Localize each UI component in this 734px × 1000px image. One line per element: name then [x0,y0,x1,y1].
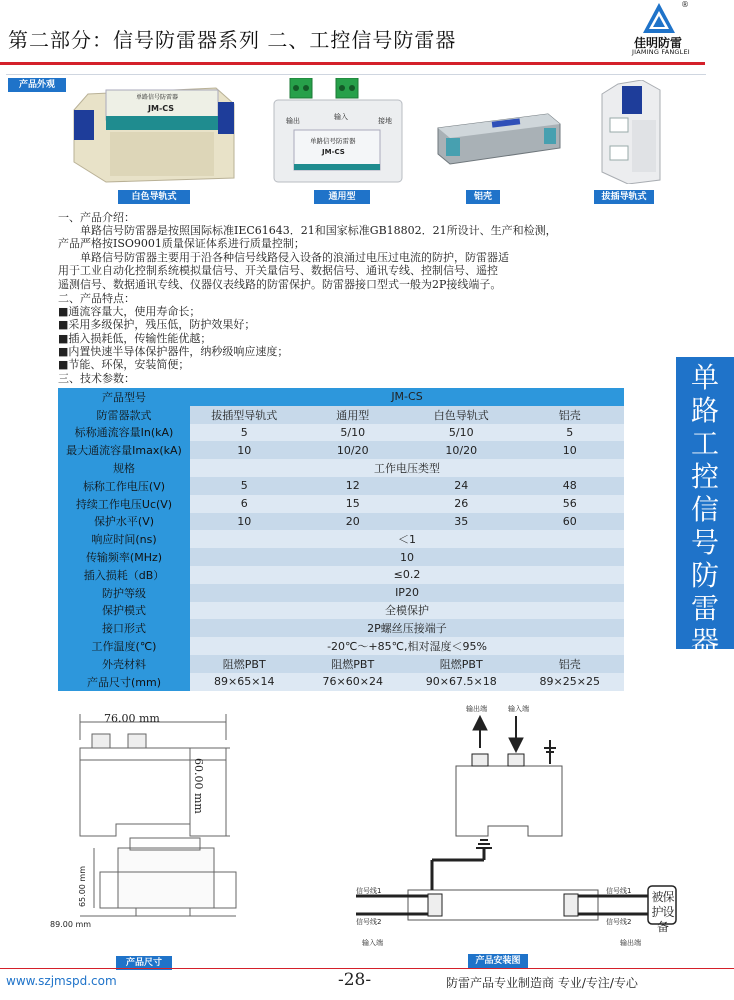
white-din-label-model: JM-CS [148,104,175,113]
spec-key: 保护水平(V) [58,513,190,531]
spec-cell: -20℃～+85℃,相对湿度＜95% [190,637,624,655]
spec-cell: 26 [407,495,516,513]
footer-page-number: -28- [338,970,372,990]
install-line2-right: 信号线2 [606,918,632,926]
spec-cell: 76×60×24 [299,673,408,691]
company-logo [618,0,706,58]
spec-key: 外壳材料 [58,655,190,673]
spec-key: 产品型号 [58,388,190,406]
table-row [58,584,624,602]
banner-char: 号 [690,526,719,559]
intro-p1b: 产品严格按ISO9001质量保证体系进行质量控制； [58,237,305,250]
intro-p2b: 用于工业自动化控制系统模拟量信号、开关量信号、数据信号、通讯专线、控制信号、遥控 [58,264,498,277]
banner-char: 雷 [690,592,719,625]
spec-key: 防护等级 [58,584,190,602]
spec-cell: 10/20 [299,441,408,459]
banner-char: 防 [690,559,719,592]
spec-key: 插入损耗（dB） [58,566,190,584]
spec-cell: 通用型 [299,406,408,424]
table-row [58,513,624,531]
universal-label-in: 输入 [334,113,348,121]
universal-label-top: 单路信号防雷器 [310,137,356,145]
feature-item: ■采用多级保护，残压低，防护效果好； [58,318,256,331]
table-row [58,388,624,406]
spec-key: 响应时间(ns) [58,530,190,548]
spec-cell: 5 [190,477,299,495]
install-line1-right: 信号线1 [606,887,632,895]
logo-english-name: JIAMING FANGLEI [632,48,690,56]
side-banner [676,357,734,658]
spec-cell: 56 [516,495,625,513]
table-row [58,459,624,477]
spec-key: 防雷器款式 [58,406,190,424]
install-tag: 产品安装图 [468,954,528,968]
caption-aluminium: 铝壳 [466,190,500,204]
banner-char: 控 [690,460,719,493]
spec-cell: 5 [190,424,299,442]
spec-cell: 铝壳 [516,406,625,424]
table-row [58,566,624,584]
table-row [58,548,624,566]
spec-key: 标称通流容量In(kA) [58,424,190,442]
table-row [58,673,624,691]
product-aluminium [432,108,562,168]
spec-cell: 5/10 [299,424,408,442]
spec-cell: 48 [516,477,625,495]
spec-cell: 15 [299,495,408,513]
spec-cell: 5/10 [407,424,516,442]
logo-chinese-name: 佳明防雷 [634,36,683,50]
spec-key: 规格 [58,459,190,477]
feature-item: ■内置快速半导体保护器件，纳秒级响应速度； [58,345,289,358]
universal-label-model: JM-CS [322,148,345,156]
banner-char: 信 [690,493,719,526]
feature-item: ■通流容量大，使用寿命长； [58,305,201,318]
table-row [58,441,624,459]
page-header [0,0,734,70]
spec-cell: 20 [299,513,408,531]
white-din-label-top: 单路信号防雷器 [136,94,179,101]
intro-p2c: 遥测信号、数据通讯专线、仪器仪表线路的防雷保护。防雷器接口型式一般为2P接线端子。 [58,278,502,291]
spec-cell: 10 [190,548,624,566]
table-row [58,655,624,673]
spec-cell: IP20 [190,584,624,602]
table-row [58,602,624,620]
appearance-tag: 产品外观 [8,78,66,92]
spec-cell: 拔插型导轨式 [190,406,299,424]
install-line2-left: 信号线2 [356,918,382,926]
footer-website: www.szjmspd.com [6,974,117,988]
spec-model-value: JM-CS [190,388,624,406]
table-row [58,477,624,495]
spec-cell: 35 [407,513,516,531]
spec-cell: 6 [190,495,299,513]
footer-divider [0,968,734,969]
page-title: 第二部分：信号防雷器系列 二、工控信号防雷器 [8,28,457,52]
spec-cell: 全模保护 [190,602,624,620]
dim-width-label: 76.00 mm [104,712,160,725]
spec-cell: ≤0.2 [190,566,624,584]
table-row [58,406,624,424]
universal-image [268,78,408,186]
caption-white-din: 白色导轨式 [118,190,190,204]
features-heading: 二、产品特点： [58,292,135,305]
spec-key: 保护模式 [58,602,190,620]
banner-char: 器 [690,625,719,658]
spec-cell: 2P螺丝压接端子 [190,619,624,637]
spec-cell: 5 [516,424,625,442]
feature-item: ■插入损耗低，传输性能优越； [58,332,212,345]
spec-key: 传输频率(MHz) [58,548,190,566]
universal-label-out: 输出 [286,117,300,125]
spec-key: 最大通流容量Imax(kA) [58,441,190,459]
table-row [58,424,624,442]
spec-cell: 10 [190,441,299,459]
spec-cell: 10/20 [407,441,516,459]
caption-universal: 通用型 [314,190,370,204]
spec-cell: 阻燃PBT [407,655,516,673]
dim-h2-label: 65.00 mm [78,866,87,908]
spec-key: 工作温度(℃) [58,637,190,655]
table-row [58,495,624,513]
caption-pluggable: 拔插导轨式 [594,190,654,204]
spec-key: 持续工作电压Uc(V) [58,495,190,513]
spec-cell: 12 [299,477,408,495]
product-white-din [66,82,242,184]
dimension-drawing [40,700,240,960]
product-pluggable [588,80,668,184]
universal-label-gnd: 接地 [378,117,392,125]
table-row [58,637,624,655]
spec-cell: 阻燃PBT [299,655,408,673]
registered-mark: ® [681,0,689,9]
aluminium-image [432,108,562,168]
logo-triangle-icon [642,2,676,34]
spec-cell: 铝壳 [516,655,625,673]
spec-cell: 60 [516,513,625,531]
spec-cell: 10 [190,513,299,531]
spec-key: 产品尺寸(mm) [58,673,190,691]
install-in-label: 输入端 [508,705,529,713]
table-row [58,619,624,637]
header-divider [0,62,705,65]
spec-cell: 工作电压类型 [190,459,624,477]
install-bottom-out: 输出端 [620,939,641,947]
dim-w2-label: 89.00 mm [50,920,92,929]
intro-heading: 一、产品介绍： [58,211,135,224]
spec-cell: 阻燃PBT [190,655,299,673]
install-line1-left: 信号线1 [356,887,382,895]
spec-cell: 24 [407,477,516,495]
spec-cell: 89×25×25 [516,673,625,691]
banner-char: 路 [690,394,719,427]
install-out-label: 输出端 [466,705,487,713]
spec-cell: ＜1 [190,530,624,548]
spec-cell: 90×67.5×18 [407,673,516,691]
banner-char: 工 [690,427,719,460]
spec-key: 接口形式 [58,619,190,637]
dim-height-label: 60.00 mm [192,758,205,814]
footer-slogan: 防雷产品专业制造商 专业/专注/专心 [446,976,638,990]
spec-cell: 89×65×14 [190,673,299,691]
feature-item: ■节能、环保，安装简便； [58,358,190,371]
install-bottom-in: 输入端 [362,939,383,947]
intro-p2a: 单路信号防雷器主要用于沿各种信号线路侵入设备的浪涌过电压过电流的防护，防雷器适 [80,251,509,264]
size-tag: 产品尺寸 [116,956,172,970]
spec-table [58,388,624,691]
table-row [58,530,624,548]
install-diagram [348,700,678,962]
params-heading: 三、技术参数： [58,372,135,385]
pluggable-image [588,80,668,184]
banner-char: 单 [690,361,719,394]
protected-device-label: 被保护设备 [651,890,674,934]
spec-cell: 10 [516,441,625,459]
intro-p1a: 单路信号防雷器是按照国际标准IEC61643．21和国家标准GB18802．21所设计、生产和检测， [80,224,557,237]
spec-key: 标称工作电压(V) [58,477,190,495]
spec-cell: 白色导轨式 [407,406,516,424]
product-universal [268,78,408,186]
